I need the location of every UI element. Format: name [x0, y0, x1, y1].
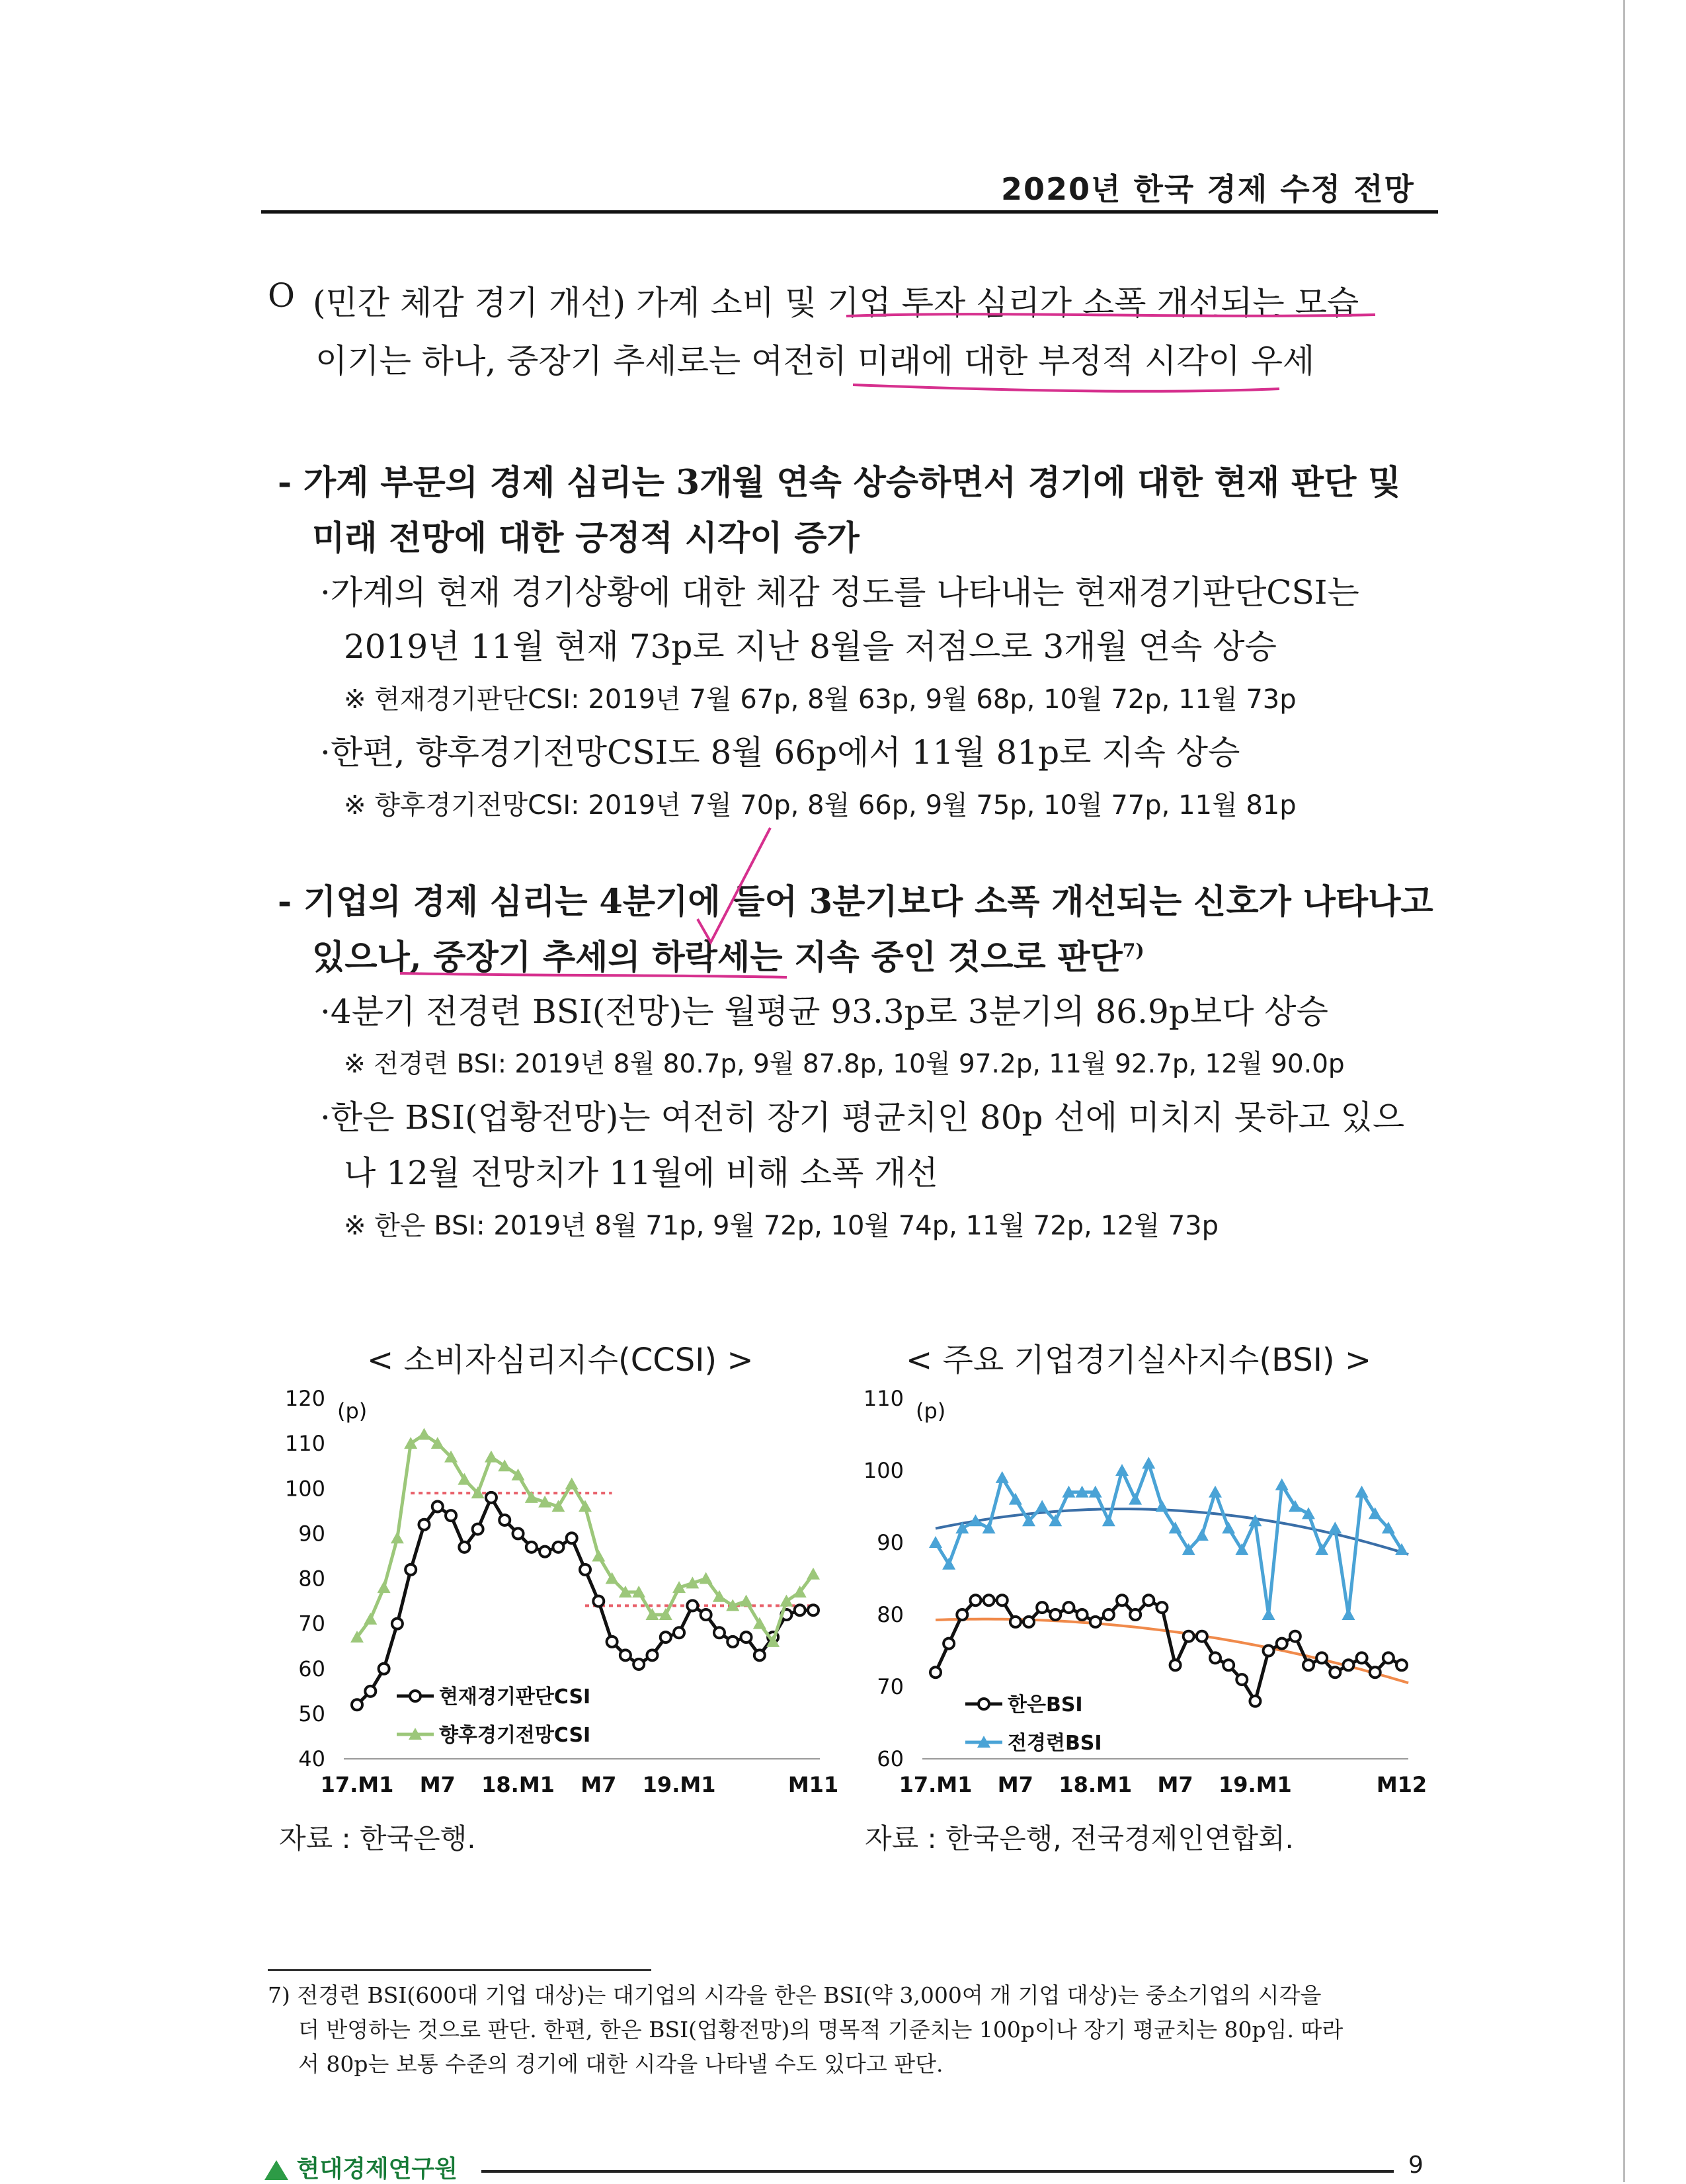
y-tick-label: 90 — [877, 1530, 904, 1555]
pen-annotations — [0, 0, 1686, 992]
data-point — [1222, 1521, 1235, 1533]
data-point — [1117, 1595, 1127, 1605]
data-point — [1155, 1500, 1168, 1512]
data-point — [700, 1572, 713, 1584]
x-tick-label: 17.M1 — [320, 1772, 394, 1797]
x-tick-label: M7 — [1157, 1772, 1193, 1797]
data-point — [513, 1528, 524, 1539]
data-point — [473, 1524, 483, 1535]
data-point — [997, 1595, 1008, 1605]
data-point — [1328, 1521, 1342, 1533]
data-point — [701, 1609, 711, 1620]
data-point — [580, 1564, 590, 1575]
y-tick-label: 60 — [298, 1656, 325, 1681]
data-point — [1104, 1609, 1114, 1620]
data-point — [1130, 1609, 1141, 1620]
data-point — [1396, 1660, 1407, 1670]
x-tick-label: 18.M1 — [481, 1772, 555, 1797]
section2-bullet2-line2: 나 12월 전망치가 11월에 비해 소폭 개선 — [344, 1154, 938, 1192]
y-unit-label: (p) — [916, 1398, 946, 1424]
data-point — [417, 1428, 430, 1440]
footer-rule — [481, 2170, 1394, 2173]
section1-bullet1-line1: ·가계의 현재 경기상황에 대한 체감 정도를 나타내는 현재경기판단CSI는 — [320, 573, 1359, 612]
data-point — [592, 1549, 605, 1561]
series-line — [357, 1435, 813, 1642]
data-point — [446, 1510, 456, 1521]
data-point — [661, 1632, 671, 1642]
data-point — [486, 1492, 497, 1503]
data-point — [1275, 1478, 1289, 1490]
data-point — [807, 1568, 820, 1580]
section1-note1: ※ 현재경기판단CSI: 2019년 7월 67p, 8월 63p, 9월 68p, 10월 72p, 11월 73p — [344, 684, 1297, 715]
y-tick-label: 80 — [298, 1566, 325, 1592]
data-point — [553, 1542, 563, 1553]
data-point — [741, 1632, 752, 1642]
footnote-ref: 7) — [1122, 940, 1144, 961]
data-point — [1370, 1667, 1381, 1678]
data-point — [1063, 1602, 1074, 1613]
page-number: 9 — [1408, 2152, 1424, 2179]
section1-bullet1-line2: 2019년 11월 현재 73p로 지난 8월을 저점으로 3개월 연속 상승 — [344, 627, 1277, 666]
data-point — [365, 1686, 376, 1697]
section1-note2: ※ 향후경기전망CSI: 2019년 7월 70p, 8월 66p, 9월 75p, 10월 77p, 11월 81p — [344, 790, 1297, 821]
data-point — [1035, 1500, 1049, 1512]
data-point — [378, 1581, 391, 1593]
data-point — [499, 1515, 510, 1525]
x-tick-label: M7 — [581, 1772, 617, 1797]
data-point — [943, 1638, 954, 1649]
data-point — [1316, 1652, 1327, 1663]
main-point-line2: 이기는 하나, 중장기 추세로는 여전히 미래에 대한 부정적 시각이 우세 — [315, 342, 1315, 380]
y-tick-label: 100 — [863, 1458, 904, 1483]
data-point — [1277, 1638, 1287, 1649]
data-point — [1250, 1696, 1260, 1707]
legend-label: 전경련BSI — [1008, 1732, 1102, 1755]
legend-label: 향후경기전망CSI — [439, 1724, 591, 1747]
data-point — [674, 1627, 684, 1638]
main-point-marker: O — [268, 276, 295, 315]
data-point — [1343, 1660, 1353, 1670]
data-point — [1010, 1617, 1021, 1627]
data-point — [1236, 1674, 1247, 1685]
x-tick-label: M7 — [419, 1772, 456, 1797]
section2-heading-line1: - 기업의 경제 심리는 4분기에 들어 3분기보다 소폭 개선되는 신호가 나타나고 — [278, 882, 1433, 922]
data-point — [1115, 1464, 1129, 1476]
legend-marker — [979, 1699, 989, 1709]
data-point — [391, 1531, 404, 1543]
data-point — [647, 1650, 657, 1660]
data-point — [432, 1502, 443, 1512]
bsi-chart — [860, 1379, 1428, 1815]
x-tick-label: 19.M1 — [642, 1772, 716, 1797]
section1-bullet2: ·한편, 향후경기전망CSI도 8월 66p에서 11월 81p로 지속 상승 — [320, 733, 1240, 772]
footnote-line3: 서 80p는 보통 수준의 경기에 대한 시각을 나타낼 수도 있다고 판단. — [298, 2051, 943, 2077]
section2-bullet2-line1: ·한은 BSI(업황전망)는 여전히 장기 평균치인 80p 선에 미치지 못하고 있으 — [320, 1098, 1405, 1137]
data-point — [379, 1664, 389, 1674]
footnote-line2: 더 반영하는 것으로 판단. 한편, 한은 BSI(업황전망)의 명목적 기준치는 100p이나 장기 평균치는 80p임. 따라 — [298, 2017, 1344, 2042]
data-point — [1170, 1660, 1181, 1670]
data-point — [1102, 1514, 1115, 1526]
data-point — [1142, 1457, 1155, 1469]
data-point — [364, 1613, 377, 1625]
right-chart-title: < 주요 기업경기실사지수(BSI) > — [906, 1342, 1372, 1379]
x-tick-label: M7 — [997, 1772, 1033, 1797]
data-point — [795, 1605, 805, 1615]
data-point — [459, 1542, 469, 1553]
y-tick-label: 60 — [877, 1746, 904, 1771]
data-point — [996, 1471, 1009, 1483]
data-point — [405, 1564, 416, 1575]
y-tick-label: 90 — [298, 1521, 325, 1547]
section2-bullet1: ·4분기 전경련 BSI(전망)는 월평균 93.3p로 3분기의 86.9p보다 상승 — [320, 992, 1328, 1031]
data-point — [593, 1596, 604, 1607]
data-point — [1209, 1486, 1222, 1498]
right-chart-source: 자료 : 한국은행, 전국경제인연합회. — [865, 1822, 1294, 1855]
section1-heading-line2: 미래 전망에 대한 긍정적 시각이 증가 — [312, 518, 860, 558]
footnote — [268, 1978, 1431, 2082]
footnote-line1: 7) 전경련 BSI(600대 기업 대상)는 대기업의 시각을 한은 BSI(약 3,000여 개 기업 대상)는 중소기업의 시각을 — [268, 1982, 1322, 2008]
data-point — [1143, 1595, 1154, 1605]
y-tick-label: 50 — [298, 1701, 325, 1726]
data-point — [620, 1650, 631, 1660]
y-tick-label: 110 — [863, 1386, 904, 1411]
section1-heading-line1: - 가계 부문의 경제 심리는 3개월 연속 상승하면서 경기에 대한 현재 판단 및 — [278, 463, 1401, 503]
data-point — [1156, 1602, 1167, 1613]
data-point — [1342, 1608, 1355, 1620]
data-point — [740, 1595, 753, 1607]
data-point — [970, 1595, 981, 1605]
data-point — [929, 1536, 942, 1548]
x-tick-label: M11 — [787, 1772, 839, 1797]
data-point — [633, 1659, 644, 1670]
y-tick-label: 70 — [298, 1611, 325, 1637]
footer-logo — [264, 2150, 458, 2184]
data-point — [1050, 1609, 1061, 1620]
data-point — [1184, 1631, 1194, 1642]
section2-heading-line2-text: 있으나, 중장기 추세의 하락세는 지속 중인 것으로 판단 — [312, 938, 1123, 977]
data-point — [1037, 1602, 1047, 1613]
underline-mark-3 — [400, 973, 787, 977]
data-point — [565, 1477, 579, 1489]
data-point — [957, 1609, 967, 1620]
data-point — [540, 1547, 550, 1557]
data-point — [1197, 1631, 1207, 1642]
legend-label: 현재경기판단CSI — [439, 1685, 591, 1709]
ccsi-chart — [278, 1379, 840, 1815]
x-tick-label: 19.M1 — [1219, 1772, 1292, 1797]
y-tick-label: 40 — [298, 1746, 325, 1771]
data-point — [1129, 1493, 1142, 1505]
logo-triangle-icon — [264, 2160, 288, 2180]
data-point — [727, 1637, 738, 1647]
data-point — [1355, 1486, 1369, 1498]
data-point — [1195, 1529, 1209, 1541]
underline-mark-2 — [853, 385, 1279, 391]
legend-label: 한은BSI — [1008, 1693, 1083, 1717]
series-line — [936, 1600, 1402, 1701]
data-point — [1303, 1660, 1314, 1670]
y-tick-label: 110 — [284, 1431, 325, 1457]
x-tick-label: 18.M1 — [1059, 1772, 1133, 1797]
data-point — [808, 1605, 819, 1615]
data-point — [419, 1519, 429, 1530]
data-point — [607, 1637, 618, 1647]
data-point — [1077, 1609, 1088, 1620]
legend-marker — [410, 1691, 421, 1701]
left-chart-source: 자료 : 한국은행. — [279, 1822, 476, 1855]
footnote-rule — [268, 1969, 651, 1971]
main-point-line1: (민간 체감 경기 개선) 가계 소비 및 기업 투자 심리가 소폭 개선되는 모습 — [313, 284, 1359, 322]
data-point — [392, 1619, 403, 1629]
data-point — [1357, 1652, 1367, 1663]
data-point — [1090, 1617, 1101, 1627]
data-point — [526, 1542, 537, 1553]
data-point — [687, 1600, 698, 1611]
y-tick-label: 70 — [877, 1674, 904, 1699]
x-tick-label: 17.M1 — [899, 1772, 973, 1797]
data-point — [930, 1667, 941, 1678]
data-point — [1290, 1631, 1301, 1642]
section2-note2: ※ 한은 BSI: 2019년 8월 71p, 9월 72p, 10월 74p, 11월 72p, 12월 73p — [344, 1211, 1219, 1241]
data-point — [352, 1699, 362, 1710]
y-unit-label: (p) — [337, 1398, 368, 1424]
section2-note1: ※ 전경련 BSI: 2019년 8월 80.7p, 9월 87.8p, 10월 97.2p, 11월 92.7p, 12월 90.0p — [344, 1049, 1345, 1079]
data-point — [1264, 1646, 1274, 1656]
data-point — [1210, 1652, 1221, 1663]
data-point — [754, 1650, 765, 1660]
logo-text: 현대경제연구원 — [296, 2156, 458, 2183]
left-chart-title: < 소비자심리지수(CCSI) > — [367, 1342, 754, 1379]
data-point — [485, 1451, 498, 1463]
data-point — [1330, 1667, 1340, 1678]
data-point — [567, 1533, 577, 1543]
underline-mark-1 — [846, 314, 1375, 316]
data-point — [1024, 1617, 1034, 1627]
check-mark — [698, 828, 770, 942]
y-tick-label: 100 — [284, 1476, 325, 1502]
page-header-title: 2020년 한국 경제 수정 전망 — [1000, 171, 1415, 207]
data-point — [714, 1627, 725, 1638]
data-point — [1223, 1660, 1234, 1670]
data-point — [984, 1595, 994, 1605]
y-tick-label: 80 — [877, 1602, 904, 1627]
y-tick-label: 120 — [284, 1386, 325, 1411]
data-point — [1262, 1608, 1275, 1620]
x-tick-label: M12 — [1376, 1772, 1427, 1797]
data-point — [1383, 1652, 1394, 1663]
series-line — [936, 1463, 1402, 1615]
